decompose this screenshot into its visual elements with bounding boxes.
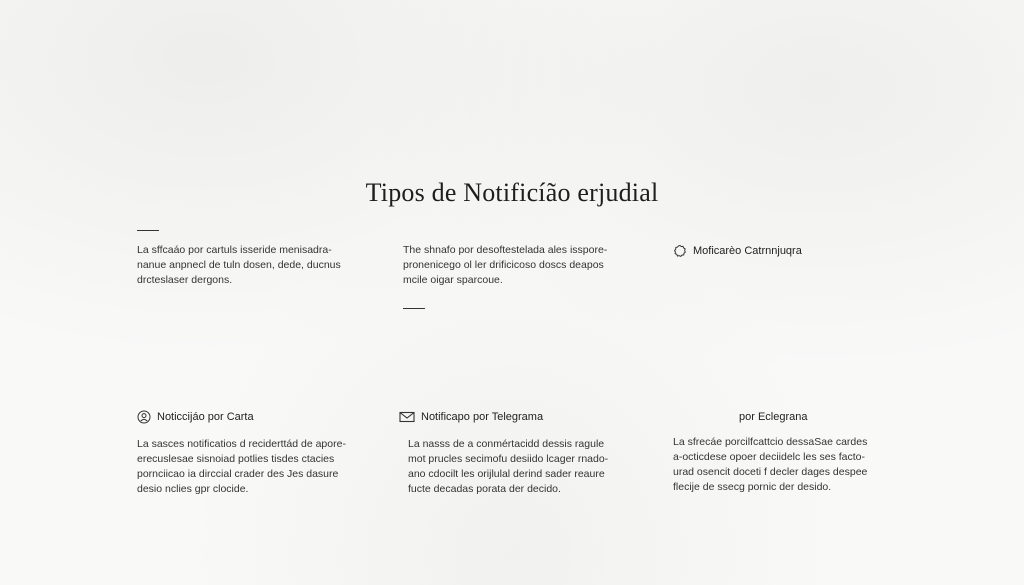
card-title: Moficarèo Catrnnjuqra	[693, 245, 802, 257]
page-title: Tipos de Notificíão erjudial	[365, 178, 659, 207]
person-badge-icon	[137, 410, 151, 424]
seal-icon	[673, 244, 687, 258]
card-text-line: pronenicego ol ler drificicoso doscs deapos	[403, 259, 604, 271]
card-body	[399, 437, 614, 497]
divider-dash	[403, 308, 425, 309]
card-text-line: flecije de ssecg pornic der desido.	[673, 481, 832, 493]
card-body	[673, 435, 888, 495]
card-text-line: fucte decadas porata der decido.	[408, 483, 561, 495]
card-text-line: La sasces notificatios d reciderttád de apore-	[137, 438, 346, 450]
notification-card-4	[137, 409, 352, 497]
card-title: Noticcijáo por Carta	[157, 411, 254, 423]
card-text-line: urad osencit doceti f decler dages despee	[673, 466, 868, 478]
notification-card-5	[399, 409, 614, 497]
notification-card-6	[673, 409, 888, 495]
card-header	[137, 409, 352, 425]
card-text-line: La sffcaáo por cartuls isseride menisadra-	[137, 244, 332, 256]
card-text-line: erecuslesae sisnoiad potlies tisdes ctacies	[137, 453, 335, 465]
notification-card-1	[137, 243, 352, 288]
card-text-line: nanue anpnecl de tuln dosen, dede, ducnus	[137, 259, 341, 271]
card-text-line: The shnafo por desoftestelada ales isspore-	[403, 244, 608, 256]
card-text-line: a-octicdese opoer deciidelc les ses facto-	[673, 451, 866, 463]
card-body	[403, 243, 618, 288]
envelope-icon	[399, 410, 415, 424]
card-body	[137, 437, 352, 497]
notification-card-3	[673, 243, 888, 259]
card-text-line: drcteslaser dergons.	[137, 274, 233, 286]
card-text-line: desio nclies gpr clocide.	[137, 483, 249, 495]
card-header	[673, 243, 888, 259]
card-text-line: La nasss de a conmértacidd dessis ragule	[408, 438, 605, 450]
card-text-line: pornciicao ia dirccial crader des Jes dasure	[137, 468, 339, 480]
card-header	[399, 409, 614, 425]
card-text-line: La sfrecáe porcilfcattcio dessaSae cardes	[673, 436, 868, 448]
card-title: por Eclegrana	[739, 411, 808, 423]
card-text-line: ano cdocilt les orijlulal derind sader reaure	[408, 468, 605, 480]
divider-dash	[137, 230, 159, 231]
card-title: Notificapo por Telegrama	[421, 411, 544, 423]
card-text-line: mcile oigar sparcoue.	[403, 274, 503, 286]
card-text-line: mot prucles secimofu desiido lcager rnado-	[408, 453, 609, 465]
card-header	[673, 409, 888, 425]
notification-card-2	[403, 243, 618, 288]
card-body	[137, 243, 352, 288]
